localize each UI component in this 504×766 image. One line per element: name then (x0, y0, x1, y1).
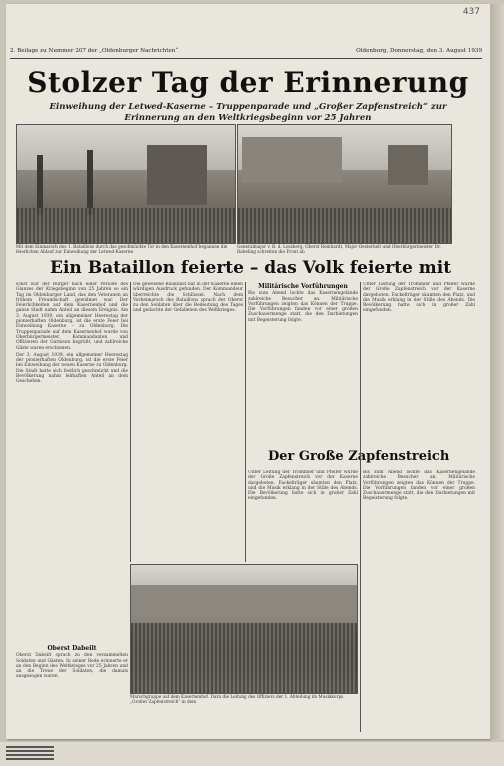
column-divider (245, 282, 246, 562)
heading-oberst: Oberst Dabeilt (47, 645, 97, 652)
caption-top-left: Mit dem Einmarsch des 1. Bataillons durch das geschmückte Tor in den Kasernenhof begannen die feierlichen Ablauf zur Einweihung der Letwed-Kaserne (16, 244, 228, 254)
heading-vorfuehrungen: Militärische Vorführungen (258, 283, 348, 290)
page-title: Stolzer Tag der Erinnerung (27, 66, 469, 99)
article-column-1 (16, 282, 128, 642)
page-number: 437 (462, 7, 480, 17)
newspaper-page (6, 4, 490, 739)
article-column-5 (248, 470, 358, 560)
column-divider (130, 282, 131, 562)
article-column-3 (248, 282, 358, 442)
article-column-2 (133, 282, 243, 562)
page-binding (490, 4, 504, 739)
library-logo-icon (6, 746, 54, 762)
caption-top-right: Generalmajor v. B. d. Lossberg, Oberst Reinhardt, Major Oesterhelt und Oberbürgermeister Dr. Rabeling schreiten die Front ab (237, 244, 441, 254)
col1-text: Einst war der Bürger nach einer Periode des Glanzes der Kriegsbeginn von 25 Jahren so ein Tag im Oldenburger Land, das den Veteranen an frühem Freundschaft gewidmet war. Der Feierlichkeiten auf dem Kasernenhof und die ganze Stadt nahm Anteil an diesem Ereignis. Am 3. August 1939, ein allgemeiner Heerestag der pionierhaften Oldenburg, ist die erste Feier bei Einweihung Kaserne – zu Oldenburg. Die Truppenparade auf dem Kasernenhof wurde von Oberbürgermeister, Kommandanten und Offizieren der Garnison begrüßt, und zahlreiche Gäste waren erschienen. (16, 282, 128, 351)
library-footer (0, 742, 504, 766)
headline-zapfenstreich: Der Große Zapfenstreich (268, 449, 450, 464)
article-column-oberst (16, 644, 128, 736)
header-left: 2. Beilage zu Nummer 207 der „Oldenburger Nachrichten“ (10, 48, 179, 54)
page-subtitle: Einweihung der Letwed-Kaserne – Truppenparade und „Großer Zapfenstreich“ zur Erinnerung an den Weltkriegsbeginn vor 25 Jahren (49, 102, 447, 123)
col2-text: Die gewesene Baukunst hat in der Kaserne einen würdigen Ausdruck gefunden. Der Kommandeur überreichte die Schlüssel. Nach dem Vorbeimarsch des Bataillons sprach der Oberst zu den Soldaten über die Bedeutung des Tages und gedachte der Gefallenen des Weltkrieges. (133, 282, 243, 314)
col5-text: Unter Leitung der Trommler und Pfeifer wurde der Große Zapfenstreich vor der Kaserne dargeboten. Fackelträger säumten den Platz, und die Musik erklang in der Stille des Abends. Die Bevölkerung hatte sich in großer Zahl eingefunden. (248, 470, 358, 502)
article-column-4 (363, 282, 475, 442)
photo-barracks-yard (130, 564, 358, 694)
article-column-6 (363, 470, 475, 730)
headline-bataillon: Ein Bataillon feierte – das Volk feierte mit (50, 258, 452, 278)
photo-parade-gate (16, 124, 236, 244)
photo-front-review (237, 124, 452, 244)
col6-text: Bis zum Abend lockte das Kasernengelände zahlreiche Besucher an. Militärische Vorführungen zeigten das Können der Truppe. Die Vorführungen fanden vor einer großen Zuschauermenge statt, die den Darbietungen mit Begeisterung folgte. (363, 470, 475, 502)
column-divider (360, 282, 361, 732)
header-right: Oldenburg, Donnerstag, den 3. August 1939 (356, 48, 482, 54)
col1b-text: Der 3. August 1939, ein allgemeiner Heerestag der pionierhaften Oldenburg, ist die erste Feier bei Einweihung der neuen Kaserne zu Oldenburg. Die Stadt hatte sich festlich geschmückt und die Bevölkerung nahm lebhaften Anteil an dem Geschehen. (16, 352, 128, 385)
oberst-text: Oberst Dabeilt sprach zu den versammelten Soldaten und Gästen. In seiner Rede erinnerte er an den Beginn des Weltkrieges vor 25 Jahren und an die Treue der Soldaten, die damals ausgezogen waren. (16, 653, 128, 680)
col3-text: Bis zum Abend lockte das Kasernengelände zahlreiche Besucher an. Militärische Vorführungen zeigten das Können der Truppe. Die Vorführungen fanden vor einer großen Zuschauermenge statt, die den Darbietungen mit Begeisterung folgte. (248, 291, 358, 323)
caption-bottom: Marschgruppe auf dem Kasernenhof. Dazu die Leitung des Offiziers der 1. Abteilung im Musikkorps „Großer Zapfenstreich“ in dem (130, 694, 344, 704)
page-header (10, 48, 482, 59)
col4-text: Unter Leitung der Trommler und Pfeifer wurde der Große Zapfenstreich vor der Kaserne dargeboten. Fackelträger säumten den Platz, und die Musik erklang in der Stille des Abends. Die Bevölkerung hatte sich in großer Zahl eingefunden. (363, 282, 475, 314)
